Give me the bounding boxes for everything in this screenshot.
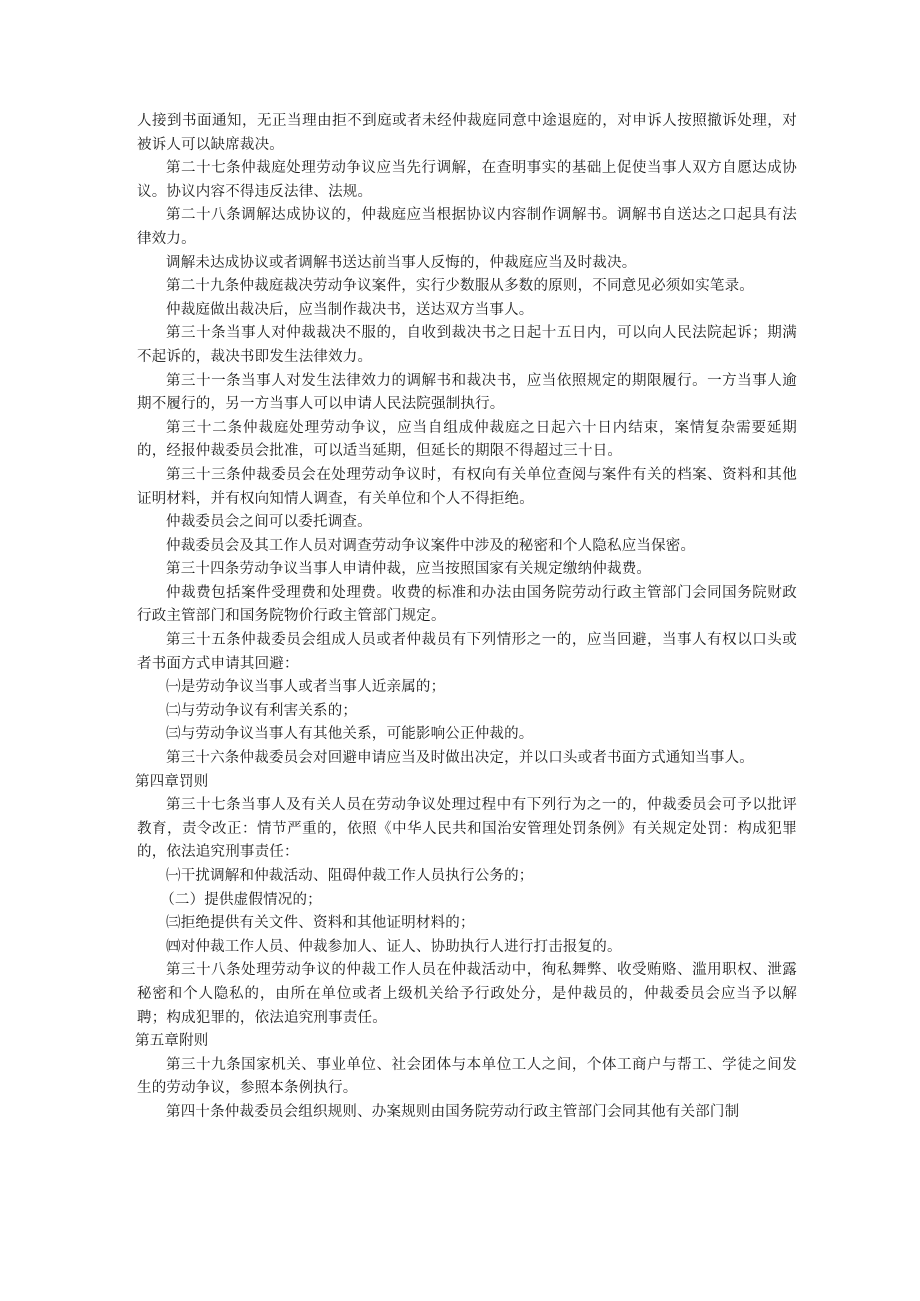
- article-37-item-2: （二）提供虚假情况的；: [160, 891, 322, 908]
- article-29: 第二十九条仲裁庭裁决劳动争议案件，实行少数服从多数的原则，不同意见必须如实笔录。: [166, 278, 754, 295]
- article-36: 第三十六条仲裁委员会对回避申请应当及时做出决定，并以口头或者书面方式通知当事人。: [166, 750, 754, 767]
- article-37: 第三十七条当事人及有关人员在劳动争议处理过程中有下列行为之一的，仲裁委员会可予以批评教育，责令改正：情节严重的，依照《中华人民共和国治安管理处罚条例》有关规定处罚：构成犯罪的，依法追究刑事责任：: [137, 797, 797, 861]
- chapter-5-heading: 第五章附则: [135, 1033, 209, 1050]
- article-28: 第二十八条调解达成协议的，仲裁庭应当根据协议内容制作调解书。调解书自送达之口起具有法律效力。: [137, 207, 797, 247]
- paragraph-continuation: 人接到书面通知，无正当理由拒不到庭或者未经仲裁庭同意中途退庭的，对申诉人按照撤诉处理，对被诉人可以缺席裁决。: [137, 113, 797, 153]
- article-35-item-1: ㈠是劳动争议当事人或者当事人近亲属的；: [166, 679, 446, 696]
- article-37-item-4: ㈣对仲裁工作人员、仲裁参加人、证人、协助执行人进行打击报复的。: [166, 938, 622, 955]
- article-30: 第三十条当事人对仲裁裁决不服的，自收到裁决书之日起十五日内，可以向人民法院起诉；期满不起诉的，裁决书即发生法律效力。: [137, 325, 797, 365]
- article-39: 第三十九条国家机关、事业单位、社会团体与本单位工人之间，个体工商户与帮工、学徒之间发生的劳动争议，参照本条例执行。: [137, 1056, 797, 1097]
- article-34: 第三十四条劳动争议当事人申请仲裁，应当按照国家有关规定缴纳仲裁费。: [166, 561, 652, 578]
- article-31: 第三十一条当事人对发生法律效力的调解书和裁决书，应当依照规定的期限履行。一方当事人逾期不履行的，另一方当事人可以申请人民法院强制执行。: [137, 372, 797, 413]
- article-33-clause-1: 仲裁委员会之间可以委托调查。: [166, 514, 372, 531]
- article-37-item-3: ㈢拒绝提供有关文件、资料和其他证明材料的；: [166, 915, 475, 932]
- article-32: 第三十二条仲裁庭处理劳动争议，应当自组成仲裁庭之日起六十日内结束，案情复杂需要延期的，经报仲裁委员会批准，可以适当延期，但延长的期限不得超过三十日。: [137, 419, 797, 460]
- article-33-clause-2: 仲裁委员会及其工作人员对调查劳动争议案件中涉及的秘密和个人隐私应当保密。: [166, 537, 696, 554]
- article-40: 第四十条仲裁委员会组织规则、办案规则由国务院劳动行政主管部门会同其他有关部门制: [166, 1103, 740, 1120]
- article-28-clause: 调解未达成协议或者调解书送达前当事人反悔的，仲裁庭应当及时裁决。: [166, 254, 637, 271]
- article-34-clause: 仲裁费包括案件受理费和处理费。收费的标准和办法由国务院劳动行政主管部门会同国务院财政行政主管部门和国务院物价行政主管部门规定。: [137, 584, 797, 625]
- article-38: 第三十八条处理劳动争议的仲裁工作人员在仲裁活动中，徇私舞弊、收受贿赂、滥用职权、泄露秘密和个人隐私的，由所在单位或者上级机关给予行政处分，是仲裁员的，仲裁委员会应当予以解聘；构成犯罪的，依法追究刑事责任。: [137, 962, 797, 1026]
- document-body: [137, 110, 797, 1125]
- article-27: 第二十七条仲裁庭处理劳动争议应当先行调解，在查明事实的基础上促使当事人双方自愿达成协议。协议内容不得违反法律、法规。: [137, 160, 797, 200]
- article-35-item-3: ㈢与劳动争议当事人有其他关系，可能影响公正仲裁的。: [166, 726, 534, 743]
- article-37-item-1: ㈠干扰调解和仲裁活动、阻碍仲裁工作人员执行公务的；: [166, 868, 534, 884]
- article-29-clause: 仲裁庭做出裁决后，应当制作裁决书，送达双方当事人。: [166, 301, 534, 318]
- chapter-4-heading: 第四章罚则: [135, 773, 209, 790]
- article-35-item-2: ㈡与劳动争议有利害关系的；: [166, 702, 358, 719]
- article-33: 第三十三条仲裁委员会在处理劳动争议时，有权向有关单位查阅与案件有关的档案、资料和其他证明材料，并有权向知情人调查，有关单位和个人不得拒绝。: [137, 466, 797, 507]
- article-35: 第三十五条仲裁委员会组成人员或者仲裁员有下列情形之一的，应当回避，当事人有权以口头或者书面方式申请其回避：: [137, 632, 797, 672]
